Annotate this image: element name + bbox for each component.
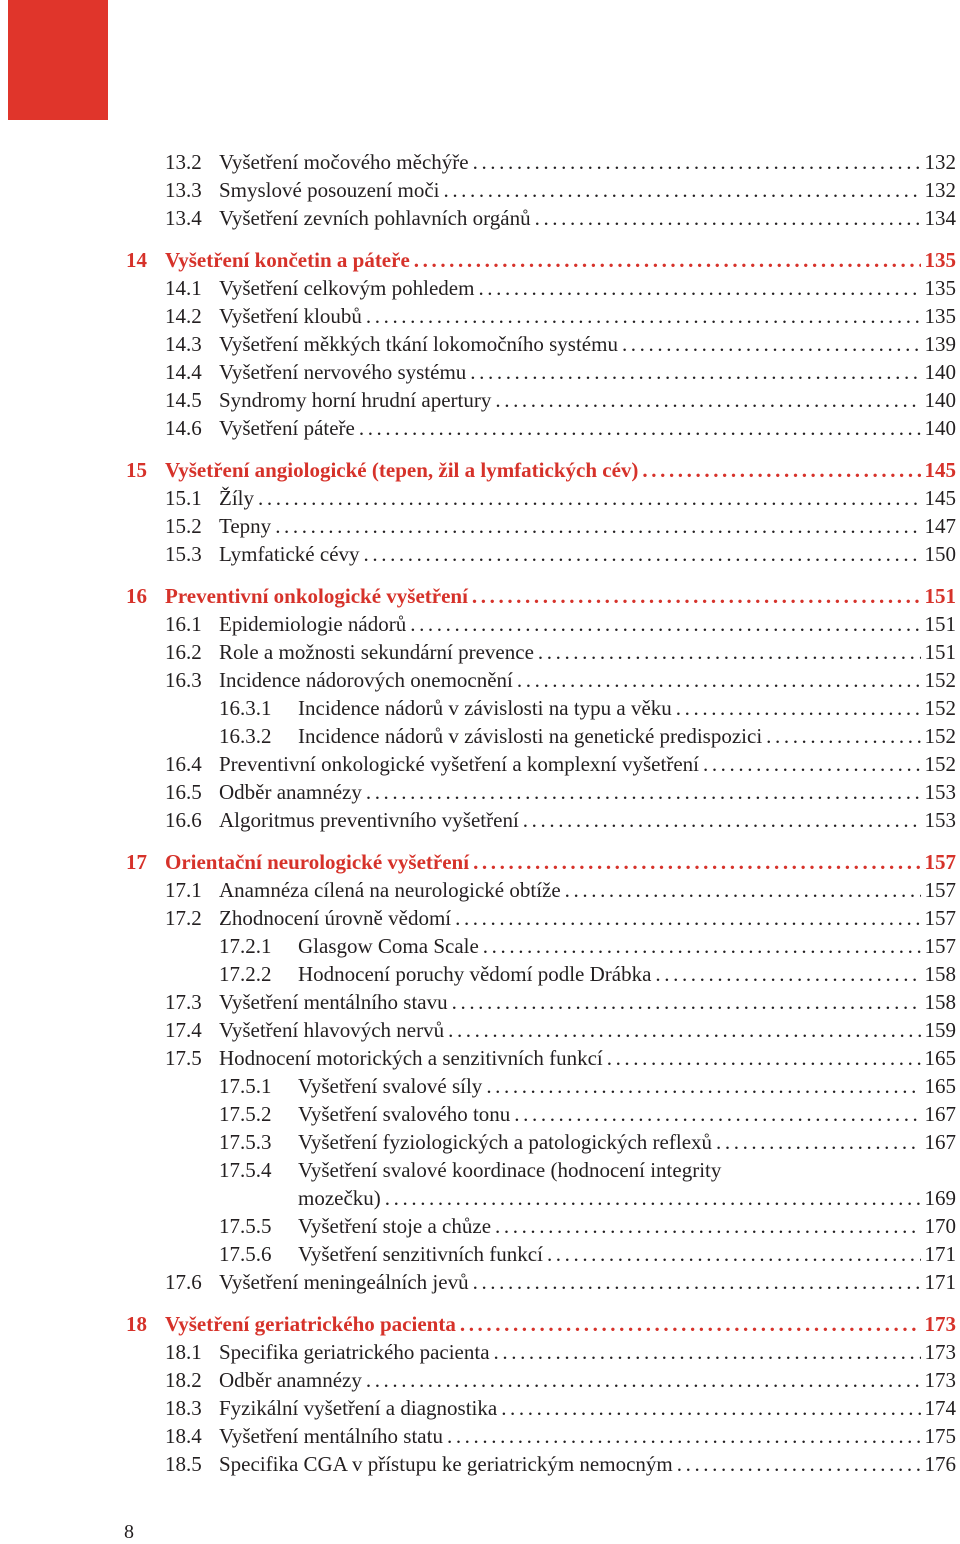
toc-entry-body xyxy=(219,806,956,834)
toc-entry-number: 15 xyxy=(126,458,147,482)
toc-entry[interactable] xyxy=(0,904,960,932)
toc-entry-title: Specifika CGA v přístupu ke geriatrickým nemocným xyxy=(219,1452,673,1476)
toc-entry-number: 13.3 xyxy=(165,178,202,202)
toc-entry-number: 17.3 xyxy=(165,990,202,1014)
toc-entry-page: 171 xyxy=(924,1242,956,1266)
toc-entry-page: 145 xyxy=(924,458,956,482)
dot-leader xyxy=(460,1310,921,1338)
toc-entry-title: Vyšetření hlavových nervů xyxy=(219,1018,445,1042)
toc-entry-number: 17.5.4 xyxy=(219,1158,272,1182)
toc-entry-page: 140 xyxy=(924,416,956,440)
toc-entry-title: Vyšetření měkkých tkání lokomočního systému xyxy=(219,332,618,356)
toc-entry-body xyxy=(165,456,956,484)
toc-entry-page: 135 xyxy=(924,248,956,272)
toc-entry-number: 17.5.6 xyxy=(219,1242,272,1266)
toc-entry-title: Zhodnocení úrovně vědomí xyxy=(219,906,452,930)
toc-entry-body xyxy=(219,750,956,778)
toc-entry-body xyxy=(219,484,956,512)
dot-leader xyxy=(766,722,920,750)
toc-entry-body xyxy=(298,1100,956,1128)
toc-entry[interactable] xyxy=(0,386,960,414)
toc-entry-title: Glasgow Coma Scale xyxy=(298,934,479,958)
toc-entry-page: 175 xyxy=(924,1424,956,1448)
toc-entry-page: 140 xyxy=(924,388,956,412)
toc-entry[interactable] xyxy=(0,932,960,960)
toc-entry-number: 18.2 xyxy=(165,1368,202,1392)
toc-entry-body xyxy=(298,1212,956,1240)
toc-entry-title: Vyšetření mentálního statu xyxy=(219,1424,443,1448)
toc-entry-page: 152 xyxy=(924,668,956,692)
toc-entry-title: Vyšetření stoje a chůze xyxy=(298,1214,492,1238)
toc-entry-title: Algoritmus preventivního vyšetření xyxy=(219,808,519,832)
toc-entry-body xyxy=(219,1394,956,1422)
toc-entry-body xyxy=(219,148,956,176)
toc-entry-body xyxy=(219,1044,956,1072)
section-gap xyxy=(0,568,960,582)
toc-chapter[interactable] xyxy=(0,246,960,274)
toc-entry-title: Vyšetření kloubů xyxy=(219,304,362,328)
toc-entry-page: 157 xyxy=(924,906,956,930)
toc-entry-page: 151 xyxy=(924,612,956,636)
toc-entry-body xyxy=(298,932,956,960)
toc-entry-number: 16.1 xyxy=(165,612,202,636)
toc-entry[interactable] xyxy=(0,694,960,722)
toc-entry[interactable] xyxy=(0,610,960,638)
toc-entry-body xyxy=(219,1422,956,1450)
toc-entry-number: 16 xyxy=(126,584,147,608)
toc-entry-page: 150 xyxy=(924,542,956,566)
dot-leader xyxy=(495,1212,920,1240)
dot-leader xyxy=(483,932,921,960)
toc-entry-body xyxy=(298,1184,956,1212)
toc-entry-number: 16.5 xyxy=(165,780,202,804)
toc-entry-continuation[interactable] xyxy=(0,1184,960,1212)
dot-leader xyxy=(716,1128,920,1156)
toc-entry-number: 18.5 xyxy=(165,1452,202,1476)
toc-entry-page: 173 xyxy=(924,1368,956,1392)
toc-entry[interactable] xyxy=(0,778,960,806)
dot-leader xyxy=(535,204,921,232)
toc-entry-title: Incidence nádorových onemocnění xyxy=(219,668,513,692)
toc-entry-body xyxy=(219,1338,956,1366)
dot-leader xyxy=(622,330,921,358)
toc-entry-page: 135 xyxy=(924,276,956,300)
dot-leader xyxy=(703,750,921,778)
dot-leader xyxy=(676,694,921,722)
toc-entry-page: 157 xyxy=(924,850,956,874)
section-gap xyxy=(0,834,960,848)
table-of-contents xyxy=(0,148,960,1478)
toc-entry-page: 132 xyxy=(924,150,956,174)
toc-entry-page: 173 xyxy=(924,1312,956,1336)
dot-leader xyxy=(607,1044,921,1072)
dot-leader xyxy=(547,1240,921,1268)
dot-leader xyxy=(473,148,921,176)
toc-entry-title: Hodnocení motorických a senzitivních funkcí xyxy=(219,1046,603,1070)
toc-entry-page: 165 xyxy=(924,1074,956,1098)
dot-leader xyxy=(473,848,920,876)
dot-leader xyxy=(655,960,920,988)
toc-entry[interactable] xyxy=(0,722,960,750)
toc-entry-title: Epidemiologie nádorů xyxy=(219,612,407,636)
toc-entry-page: 165 xyxy=(924,1046,956,1070)
toc-entry[interactable] xyxy=(0,330,960,358)
toc-entry-number: 17.5.5 xyxy=(219,1214,272,1238)
toc-entry-title: Anamnéza cílená na neurologické obtíže xyxy=(219,878,561,902)
toc-entry-number: 14.2 xyxy=(165,304,202,328)
dot-leader xyxy=(448,1016,920,1044)
toc-entry-page: 169 xyxy=(924,1186,956,1210)
toc-entry-body xyxy=(219,638,956,666)
toc-entry-number: 15.1 xyxy=(165,486,202,510)
dot-leader xyxy=(523,806,921,834)
toc-entry-number: 18.1 xyxy=(165,1340,202,1364)
toc-entry-title: Odběr anamnézy xyxy=(219,780,362,804)
toc-entry-page: 139 xyxy=(924,332,956,356)
dot-leader xyxy=(359,414,921,442)
toc-entry-title: Orientační neurologické vyšetření xyxy=(165,850,470,874)
toc-entry-title: Vyšetření senzitivních funkcí xyxy=(298,1242,543,1266)
toc-entry-title: Smyslové posouzení moči xyxy=(219,178,440,202)
toc-entry-body xyxy=(219,904,956,932)
dot-leader xyxy=(501,1394,920,1422)
toc-entry[interactable] xyxy=(0,988,960,1016)
toc-entry-page: 135 xyxy=(924,304,956,328)
toc-entry-number: 16.3.2 xyxy=(219,724,272,748)
toc-entry[interactable] xyxy=(0,414,960,442)
toc-entry-number: 14.5 xyxy=(165,388,202,412)
toc-entry[interactable] xyxy=(0,1100,960,1128)
toc-entry-title: mozečku) xyxy=(298,1186,381,1210)
toc-entry-number: 18 xyxy=(126,1312,147,1336)
toc-entry-title: Lymfatické cévy xyxy=(219,542,360,566)
toc-entry-title: Vyšetření končetin a páteře xyxy=(165,248,410,272)
toc-entry-page: 132 xyxy=(924,178,956,202)
toc-entry-body xyxy=(298,722,956,750)
dot-leader xyxy=(366,1366,921,1394)
dot-leader xyxy=(642,456,920,484)
toc-entry[interactable] xyxy=(0,1240,960,1268)
toc-entry-title: Vyšetření páteře xyxy=(219,416,355,440)
toc-entry-number: 17.6 xyxy=(165,1270,202,1294)
dot-leader xyxy=(447,1422,921,1450)
toc-entry-body xyxy=(165,582,956,610)
toc-entry[interactable] xyxy=(0,1366,960,1394)
toc-entry-title: Odběr anamnézy xyxy=(219,1368,362,1392)
dot-leader xyxy=(677,1450,921,1478)
dot-leader xyxy=(538,638,921,666)
dot-leader xyxy=(565,876,921,904)
toc-entry-body xyxy=(219,414,956,442)
toc-entry[interactable] xyxy=(0,806,960,834)
toc-entry-body xyxy=(298,1072,956,1100)
toc-entry-body xyxy=(219,610,956,638)
toc-entry-page: 170 xyxy=(924,1214,956,1238)
toc-chapter[interactable] xyxy=(0,582,960,610)
dot-leader xyxy=(366,302,921,330)
toc-entry-number: 16.4 xyxy=(165,752,202,776)
toc-entry-body xyxy=(219,778,956,806)
dot-leader xyxy=(410,610,920,638)
toc-entry-page: 157 xyxy=(924,878,956,902)
chapter-color-tab xyxy=(8,0,108,120)
dot-leader xyxy=(473,1268,921,1296)
toc-entry-body xyxy=(298,1240,956,1268)
toc-entry-body xyxy=(219,876,956,904)
toc-entry-number: 16.3 xyxy=(165,668,202,692)
toc-entry[interactable] xyxy=(0,1156,960,1184)
toc-entry-body xyxy=(219,302,956,330)
toc-entry-title: Vyšetření meningeálních jevů xyxy=(219,1270,469,1294)
dot-leader xyxy=(494,1338,921,1366)
toc-entry-page: 171 xyxy=(924,1270,956,1294)
toc-entry-page: 173 xyxy=(924,1340,956,1364)
toc-entry-body xyxy=(219,274,956,302)
toc-entry[interactable] xyxy=(0,638,960,666)
toc-entry[interactable] xyxy=(0,876,960,904)
toc-entry-title: Vyšetření mentálního stavu xyxy=(219,990,448,1014)
toc-entry-page: 167 xyxy=(924,1130,956,1154)
toc-entry-body xyxy=(219,1450,956,1478)
toc-entry-body xyxy=(219,540,956,568)
toc-entry-title: Tepny xyxy=(219,514,272,538)
toc-entry-number: 13.4 xyxy=(165,206,202,230)
toc-entry-page: 176 xyxy=(924,1452,956,1476)
dot-leader xyxy=(495,386,920,414)
toc-entry-title: Vyšetření fyziologických a patologických reflexů xyxy=(298,1130,713,1154)
toc-entry-page: 158 xyxy=(924,962,956,986)
toc-entry-number: 14.4 xyxy=(165,360,202,384)
toc-entry[interactable] xyxy=(0,302,960,330)
toc-chapter[interactable] xyxy=(0,1310,960,1338)
toc-entry-body xyxy=(219,666,956,694)
dot-leader xyxy=(258,484,921,512)
toc-entry-number: 17.1 xyxy=(165,878,202,902)
toc-entry[interactable] xyxy=(0,1072,960,1100)
toc-entry-number: 15.3 xyxy=(165,542,202,566)
dot-leader xyxy=(366,778,921,806)
toc-entry-page: 174 xyxy=(924,1396,956,1420)
toc-entry-page: 151 xyxy=(924,640,956,664)
toc-entry[interactable] xyxy=(0,1212,960,1240)
toc-entry-title: Vyšetření svalové koordinace (hodnocení integrity xyxy=(298,1158,722,1182)
toc-entry-number: 14.6 xyxy=(165,416,202,440)
dot-leader xyxy=(514,1100,920,1128)
toc-entry-number: 17.5.3 xyxy=(219,1130,272,1154)
toc-entry-number: 16.3.1 xyxy=(219,696,272,720)
toc-entry-number: 18.4 xyxy=(165,1424,202,1448)
toc-entry-body xyxy=(298,1128,956,1156)
toc-entry-title: Vyšetření močového měchýře xyxy=(219,150,469,174)
toc-entry-body xyxy=(219,1268,956,1296)
toc-entry-title: Syndromy horní hrudní apertury xyxy=(219,388,492,412)
toc-entry-title: Vyšetření svalové síly xyxy=(298,1074,483,1098)
toc-entry-body xyxy=(219,204,956,232)
toc-entry-number: 14 xyxy=(126,248,147,272)
toc-entry-body xyxy=(219,176,956,204)
dot-leader xyxy=(486,1072,920,1100)
dot-leader xyxy=(414,246,921,274)
toc-entry[interactable] xyxy=(0,1394,960,1422)
toc-entry-page: 158 xyxy=(924,990,956,1014)
toc-entry-body xyxy=(298,694,956,722)
toc-entry-page: 152 xyxy=(924,724,956,748)
toc-entry-body xyxy=(219,988,956,1016)
toc-entry-number: 17.5.1 xyxy=(219,1074,272,1098)
toc-entry-title: Fyzikální vyšetření a diagnostika xyxy=(219,1396,498,1420)
toc-entry-page: 152 xyxy=(924,752,956,776)
toc-entry[interactable] xyxy=(0,750,960,778)
toc-entry-page: 153 xyxy=(924,808,956,832)
toc-entry-title: Preventivní onkologické vyšetření a komplexní vyšetření xyxy=(219,752,699,776)
toc-entry-page: 134 xyxy=(924,206,956,230)
toc-entry-title: Incidence nádorů v závislosti na genetické predispozici xyxy=(298,724,763,748)
toc-entry-title: Specifika geriatrického pacienta xyxy=(219,1340,490,1364)
toc-entry[interactable] xyxy=(0,1044,960,1072)
toc-entry-body xyxy=(219,1016,956,1044)
toc-entry-number: 17.2 xyxy=(165,906,202,930)
toc-entry-number: 14.3 xyxy=(165,332,202,356)
toc-entry-body xyxy=(219,1366,956,1394)
toc-entry-title: Vyšetření angiologické (tepen, žil a lymfatických cév) xyxy=(165,458,639,482)
toc-entry-number: 17.2.1 xyxy=(219,934,272,958)
toc-entry-page: 167 xyxy=(924,1102,956,1126)
toc-entry[interactable] xyxy=(0,176,960,204)
section-gap xyxy=(0,232,960,246)
toc-entry[interactable] xyxy=(0,1422,960,1450)
toc-entry-number: 18.3 xyxy=(165,1396,202,1420)
section-gap xyxy=(0,1296,960,1310)
toc-entry[interactable] xyxy=(0,1016,960,1044)
toc-entry-title: Incidence nádorů v závislosti na typu a věku xyxy=(298,696,672,720)
dot-leader xyxy=(478,274,920,302)
toc-entry-number: 17.5.2 xyxy=(219,1102,272,1126)
toc-entry[interactable] xyxy=(0,540,960,568)
toc-entry[interactable] xyxy=(0,358,960,386)
toc-entry[interactable] xyxy=(0,512,960,540)
toc-entry-title: Vyšetření celkovým pohledem xyxy=(219,276,475,300)
dot-leader xyxy=(364,540,921,568)
toc-entry-title: Vyšetření zevních pohlavních orgánů xyxy=(219,206,531,230)
toc-chapter[interactable] xyxy=(0,456,960,484)
dot-leader xyxy=(455,904,920,932)
toc-entry-number: 16.6 xyxy=(165,808,202,832)
toc-entry-number: 14.1 xyxy=(165,276,202,300)
dot-leader xyxy=(275,512,920,540)
toc-entry-title: Role a možnosti sekundární prevence xyxy=(219,640,534,664)
toc-entry-page: 145 xyxy=(924,486,956,510)
toc-entry-body xyxy=(219,386,956,414)
toc-entry-number: 13.2 xyxy=(165,150,202,174)
toc-entry-number: 17.4 xyxy=(165,1018,202,1042)
dot-leader xyxy=(443,176,920,204)
toc-entry-title: Hodnocení poruchy vědomí podle Drábka xyxy=(298,962,652,986)
toc-entry-body xyxy=(165,246,956,274)
toc-entry[interactable] xyxy=(0,1450,960,1478)
toc-entry-body xyxy=(165,848,956,876)
toc-entry-page: 153 xyxy=(924,780,956,804)
toc-entry-body xyxy=(298,1156,956,1184)
toc-entry-page: 157 xyxy=(924,934,956,958)
toc-entry-title: Preventivní onkologické vyšetření xyxy=(165,584,468,608)
dot-leader xyxy=(470,358,920,386)
toc-entry[interactable] xyxy=(0,960,960,988)
toc-entry[interactable] xyxy=(0,274,960,302)
toc-entry[interactable] xyxy=(0,148,960,176)
toc-entry-title: Vyšetření nervového systému xyxy=(219,360,467,384)
toc-entry[interactable] xyxy=(0,1338,960,1366)
toc-entry[interactable] xyxy=(0,484,960,512)
toc-chapter[interactable] xyxy=(0,848,960,876)
toc-entry-title: Žíly xyxy=(219,486,254,510)
toc-entry-page: 152 xyxy=(924,696,956,720)
toc-entry[interactable] xyxy=(0,1268,960,1296)
dot-leader xyxy=(385,1184,921,1212)
toc-entry-number: 17.5 xyxy=(165,1046,202,1070)
toc-entry[interactable] xyxy=(0,666,960,694)
dot-leader xyxy=(452,988,921,1016)
toc-entry-title: Vyšetření geriatrického pacienta xyxy=(165,1312,456,1336)
toc-entry-page: 159 xyxy=(924,1018,956,1042)
toc-entry-body xyxy=(219,358,956,386)
dot-leader xyxy=(517,666,921,694)
toc-entry-body xyxy=(219,330,956,358)
toc-entry-page: 151 xyxy=(924,584,956,608)
toc-entry-number: 15.2 xyxy=(165,514,202,538)
page-number: 8 xyxy=(124,1521,134,1543)
toc-entry-title: Vyšetření svalového tonu xyxy=(298,1102,511,1126)
toc-entry[interactable] xyxy=(0,1128,960,1156)
toc-entry-page: 147 xyxy=(924,514,956,538)
toc-entry-number: 17.2.2 xyxy=(219,962,272,986)
section-gap xyxy=(0,442,960,456)
toc-entry[interactable] xyxy=(0,204,960,232)
dot-leader xyxy=(472,582,921,610)
toc-entry-number: 17 xyxy=(126,850,147,874)
toc-entry-body xyxy=(219,512,956,540)
toc-entry-number: 16.2 xyxy=(165,640,202,664)
toc-entry-body xyxy=(165,1310,956,1338)
toc-entry-body xyxy=(298,960,956,988)
toc-entry-page: 140 xyxy=(924,360,956,384)
